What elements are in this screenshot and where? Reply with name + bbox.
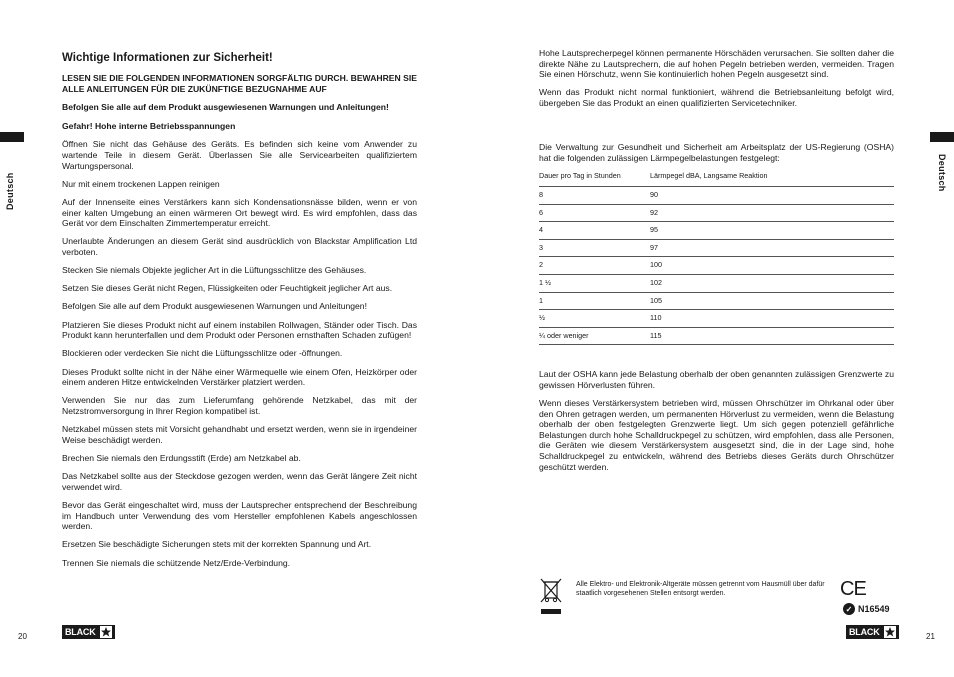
side-tab-bar	[0, 132, 24, 142]
left-content	[62, 52, 417, 576]
paragraph: Unerlaubte Änderungen an diesem Gerät sind ausdrücklich von Blackstar Amplification Ltd verboten.	[62, 236, 417, 257]
paragraph: Blockieren oder verdecken Sie nicht die Lüftungsschlitze oder -öffnungen.	[62, 348, 343, 359]
side-tab-label: Deutsch	[5, 172, 15, 210]
duration-cell: 8	[539, 186, 650, 204]
table-row	[539, 257, 894, 275]
level-cell: 92	[650, 204, 894, 222]
level-cell: 97	[650, 239, 894, 257]
level-cell: 102	[650, 274, 894, 292]
level-cell: 115	[650, 327, 894, 345]
n-code	[843, 603, 890, 615]
logo-text: BLACK	[849, 627, 880, 637]
paragraph: Hohe Lautsprecherpegel können permanente Hörschäden verursachen. Sie sollten daher die direkte Nähe zu Lautsprechern, die auf hohen Pegeln betrieben werden, vermeiden. Tragen Sie einen Hörschutz, wenn Sie kontinuierlich hohen Pegeln ausgesetzt sind.	[539, 48, 894, 80]
table-row	[539, 274, 894, 292]
ce-mark: CE	[840, 578, 866, 600]
paragraph: Setzen Sie dieses Gerät nicht Regen, Flüssigkeiten oder Feuchtigkeit jeglicher Art aus.	[62, 283, 393, 294]
right-content	[539, 48, 894, 480]
weee-notice: Alle Elektro- und Elektronik-Altgeräte müssen getrennt vom Hausmüll über dafür staatlich vorgesehenen Stellen entsorgt werden.	[576, 581, 825, 597]
table-row	[539, 292, 894, 310]
paragraph: Laut der OSHA kann jede Belastung oberhalb der oben genannten zulässigen Grenzwerte zu gewissen Hörverlusten führen.	[539, 369, 894, 390]
paragraph: Dieses Produkt sollte nicht in der Nähe einer Wärmequelle wie einem Ofen, Heizkörper oder einem anderen Hitze entwickelnden Verstärker platziert werden.	[62, 366, 417, 388]
table-row	[539, 186, 894, 204]
duration-cell: 1	[539, 292, 650, 310]
logo-text: BLACK	[65, 627, 96, 637]
page-number-left: 20	[18, 632, 27, 641]
level-cell: 100	[650, 257, 894, 275]
paragraph: Nur mit einem trockenen Lappen reinigen	[62, 178, 220, 189]
side-tab-label: Deutsch	[937, 154, 947, 192]
paragraph: Befolgen Sie alle auf dem Produkt ausgewiesenen Warnungen und Anleitungen!	[62, 301, 367, 312]
table-row	[539, 204, 894, 222]
star-icon	[884, 626, 896, 638]
rcm-check-icon: ✓	[843, 603, 855, 615]
paragraph: Das Netzkabel sollte aus der Steckdose gezogen werden, wenn das Gerät längere Zeit nicht verwendet wird.	[62, 471, 417, 492]
page-title: Wichtige Informationen zur Sicherheit!	[62, 52, 273, 64]
level-cell: 95	[650, 222, 894, 240]
side-tab-right	[930, 132, 954, 222]
danger-heading: Gefahr! Hohe interne Betriebsspannungen	[62, 120, 236, 131]
paragraph: Brechen Sie niemals den Erdungsstift (Erde) am Netzkabel ab.	[62, 452, 301, 463]
paragraph: Wenn das Produkt nicht normal funktioniert, während die Betriebsanleitung befolgt wird, übergeben Sie das Produkt an einen qualifizierten Servicetechniker.	[539, 87, 894, 108]
blackstar-logo-left	[62, 625, 115, 639]
duration-cell: 3	[539, 239, 650, 257]
paragraph: Ersetzen Sie beschädigte Sicherungen stets mit der korrekten Spannung und Art.	[62, 539, 372, 550]
duration-cell: ¼ oder weniger	[539, 327, 650, 345]
duration-cell: 6	[539, 204, 650, 222]
weee-bin-icon	[540, 578, 562, 616]
table-header-duration: Dauer pro Tag in Stunden	[539, 169, 650, 186]
paragraph: Wenn dieses Verstärkersystem betrieben wird, müssen Ohrschützer im Ohrkanal oder über den Ohren getragen werden, um permanenten Hörverlust zu vermeiden, wenn die Belastung oberhalb der oben festgelegten Grenzwerte liegt. Um sich gegen potenziell gefährliche Belastungen durch hohe Schalldruckpegel zu schützen, wird empfohlen, dass alle Personen, die Geräten wie diesem Verstärkersystem ausgesetzt sind, die in der Lage sind, hohe Schalldruckpegel zu entwickeln, während des Betriebs dieses Geräts durch Ohrschützer geschützt werden.	[539, 398, 894, 472]
duration-cell: 1 ½	[539, 274, 650, 292]
osha-intro: Die Verwaltung zur Gesundheit und Sicherheit am Arbeitsplatz der US-Regierung (OSHA) hat die folgenden zulässigen Lärmpegelbelastungen festgelegt:	[539, 142, 894, 163]
level-cell: 110	[650, 310, 894, 328]
duration-cell: ½	[539, 310, 650, 328]
blackstar-logo-right	[846, 625, 899, 639]
paragraph: Bevor das Gerät eingeschaltet wird, muss der Lautsprecher entsprechend der Beschreibung im Handbuch unter Verwendung des vom Hersteller empfohlenen Kabels angeschlossen werden.	[62, 499, 417, 532]
table-row	[539, 239, 894, 257]
side-tab-left	[0, 132, 24, 222]
table-row	[539, 327, 894, 345]
paragraph: Trennen Sie niemals die schützende Netz/Erde-Verbindung.	[62, 557, 291, 568]
duration-cell: 4	[539, 222, 650, 240]
bold-notice: Befolgen Sie alle auf dem Produkt ausgewiesenen Warnungen und Anleitungen!	[62, 102, 389, 113]
paragraph: Öffnen Sie nicht das Gehäuse des Geräts. Es befinden sich keine vom Anwender zu wartende Teile in diesem Gerät. Überlassen Sie alle Servicearbeiten qualifiziertem Wartungspersonal.	[62, 139, 417, 171]
page-number-right: 21	[926, 632, 935, 641]
level-cell: 105	[650, 292, 894, 310]
table-row	[539, 222, 894, 240]
duration-cell: 2	[539, 257, 650, 275]
paragraph: Verwenden Sie nur das zum Lieferumfang gehörende Netzkabel, das mit der Netzstromversorgung in Ihrer Region kompatibel ist.	[62, 395, 417, 416]
table-row	[539, 310, 894, 328]
n-code-text: N16549	[858, 604, 890, 614]
paragraph: Stecken Sie niemals Objekte jeglicher Art in die Lüftungsschlitze des Gehäuses.	[62, 265, 367, 276]
paragraph: Auf der Innenseite eines Verstärkers kann sich Kondensationsnässe bilden, wenn er von einer kalten Umgebung an einen wärmeren Ort bewegt wird. Es wird empfohlen, dass das Gerät vor dem Einschalten Zimmertemperatur erreicht.	[62, 196, 417, 229]
table-header-level: Lärmpegel dBA, Langsame Reaktion	[650, 169, 894, 186]
paragraph: Netzkabel müssen stets mit Vorsicht gehandhabt und ersetzt werden, wenn sie in irgendeiner Weise beschädigt werden.	[62, 424, 417, 445]
paragraph: Platzieren Sie dieses Produkt nicht auf einem instabilen Rollwagen, Ständer oder Tisch. Das Produkt kann herunterfallen und dem Produkt oder Personen ernsthaften Schaden zufügen!	[62, 319, 417, 341]
table-header-row	[539, 169, 894, 186]
level-cell: 90	[650, 186, 894, 204]
caps-notice: LESEN SIE DIE FOLGENDEN INFORMATIONEN SORGFÄLTIG DURCH. BEWAHREN SIE ALLE ANLEITUNGEN FÜR DIE ZUKÜNFTIGE BEZUGNAHME AUF	[62, 73, 417, 94]
side-tab-bar	[930, 132, 954, 142]
star-icon	[100, 626, 112, 638]
noise-table	[539, 169, 894, 345]
